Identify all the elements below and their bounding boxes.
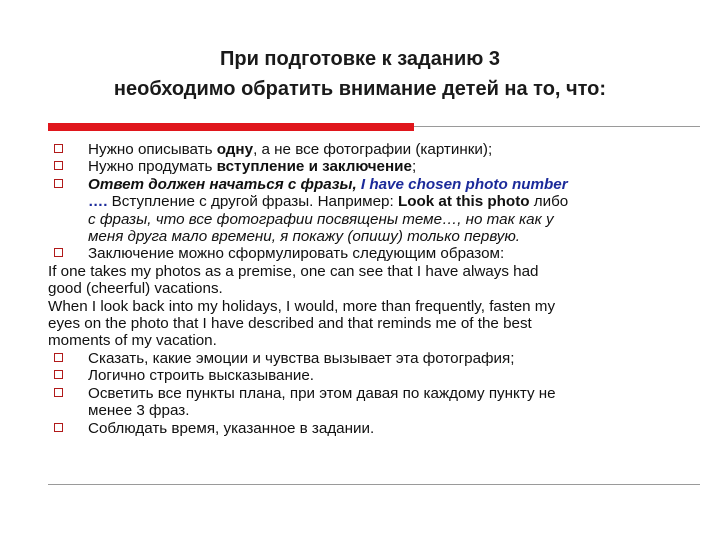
item-italic-line: с фразы, что все фотографии посвящены теме…, но так как у <box>88 210 554 228</box>
list-item <box>48 158 698 175</box>
square-bullet-icon <box>54 161 63 170</box>
item-line <box>88 176 698 193</box>
item-line: менее 3 фраз. <box>88 402 190 420</box>
slide-title <box>60 44 660 104</box>
item-text: Соблюдать время, указанное в задании. <box>88 419 375 437</box>
item-text: , а не все фотографии (картинки); <box>253 141 493 158</box>
item-text: ; <box>411 158 417 176</box>
item-text: Нужно продумать <box>88 158 217 176</box>
square-bullet-icon <box>54 423 63 432</box>
paragraph-line: If one takes my photos as a premise, one can see that I have always had <box>48 262 539 280</box>
item-bold: Look at this photo <box>397 193 530 211</box>
list-item <box>48 385 698 420</box>
square-bullet-icon <box>54 388 63 397</box>
item-bold: вступление и заключение <box>216 158 412 176</box>
item-line <box>88 193 698 210</box>
list-item <box>48 350 698 367</box>
slide-body <box>48 141 698 437</box>
item-text: Сказать, какие эмоции и чувства вызывает эта фотография; <box>88 349 515 367</box>
list-item <box>48 420 698 437</box>
title-line-2: необходимо обратить внимание детей на то, что: <box>113 78 607 100</box>
square-bullet-icon <box>54 353 63 362</box>
list-item <box>48 176 698 246</box>
item-bold: одну <box>216 141 254 158</box>
bottom-divider <box>48 484 700 485</box>
item-english-phrase: I have chosen photo number <box>360 175 568 193</box>
item-text: Заключение можно сформулировать следующим образом: <box>88 245 505 263</box>
top-accent-bar <box>48 123 414 131</box>
paragraph-line: moments of my vacation. <box>48 332 217 350</box>
item-line: Осветить все пункты плана, при этом давая по каждому пункту не <box>88 384 556 402</box>
paragraph-line: When I look back into my holidays, I would, more than frequently, fasten my <box>48 297 556 315</box>
square-bullet-icon <box>54 144 63 153</box>
item-italic: Ответ должен начаться с фразы, <box>88 175 361 193</box>
square-bullet-icon <box>54 370 63 379</box>
example-paragraph <box>48 298 698 350</box>
list-item <box>48 367 698 384</box>
paragraph-line: good (cheerful) vacations. <box>48 280 223 298</box>
item-ellipsis: …. <box>88 193 108 211</box>
item-text: Логично строить высказывание. <box>88 367 315 385</box>
item-text: Вступление с другой фразы. Например: <box>107 193 398 211</box>
title-line-1: При подготовке к заданию 3 <box>219 48 500 70</box>
list-item <box>48 141 698 158</box>
paragraph-line: eyes on the photo that I have described and that reminds me of the best <box>48 315 532 333</box>
list-item <box>48 245 698 262</box>
item-text: либо <box>529 193 569 211</box>
item-italic-line: меня друга мало времени, я покажу (опишу) только первую. <box>88 228 520 246</box>
item-text: Нужно описывать <box>88 141 217 158</box>
square-bullet-icon <box>54 248 63 257</box>
square-bullet-icon <box>54 179 63 188</box>
example-paragraph <box>48 263 698 298</box>
